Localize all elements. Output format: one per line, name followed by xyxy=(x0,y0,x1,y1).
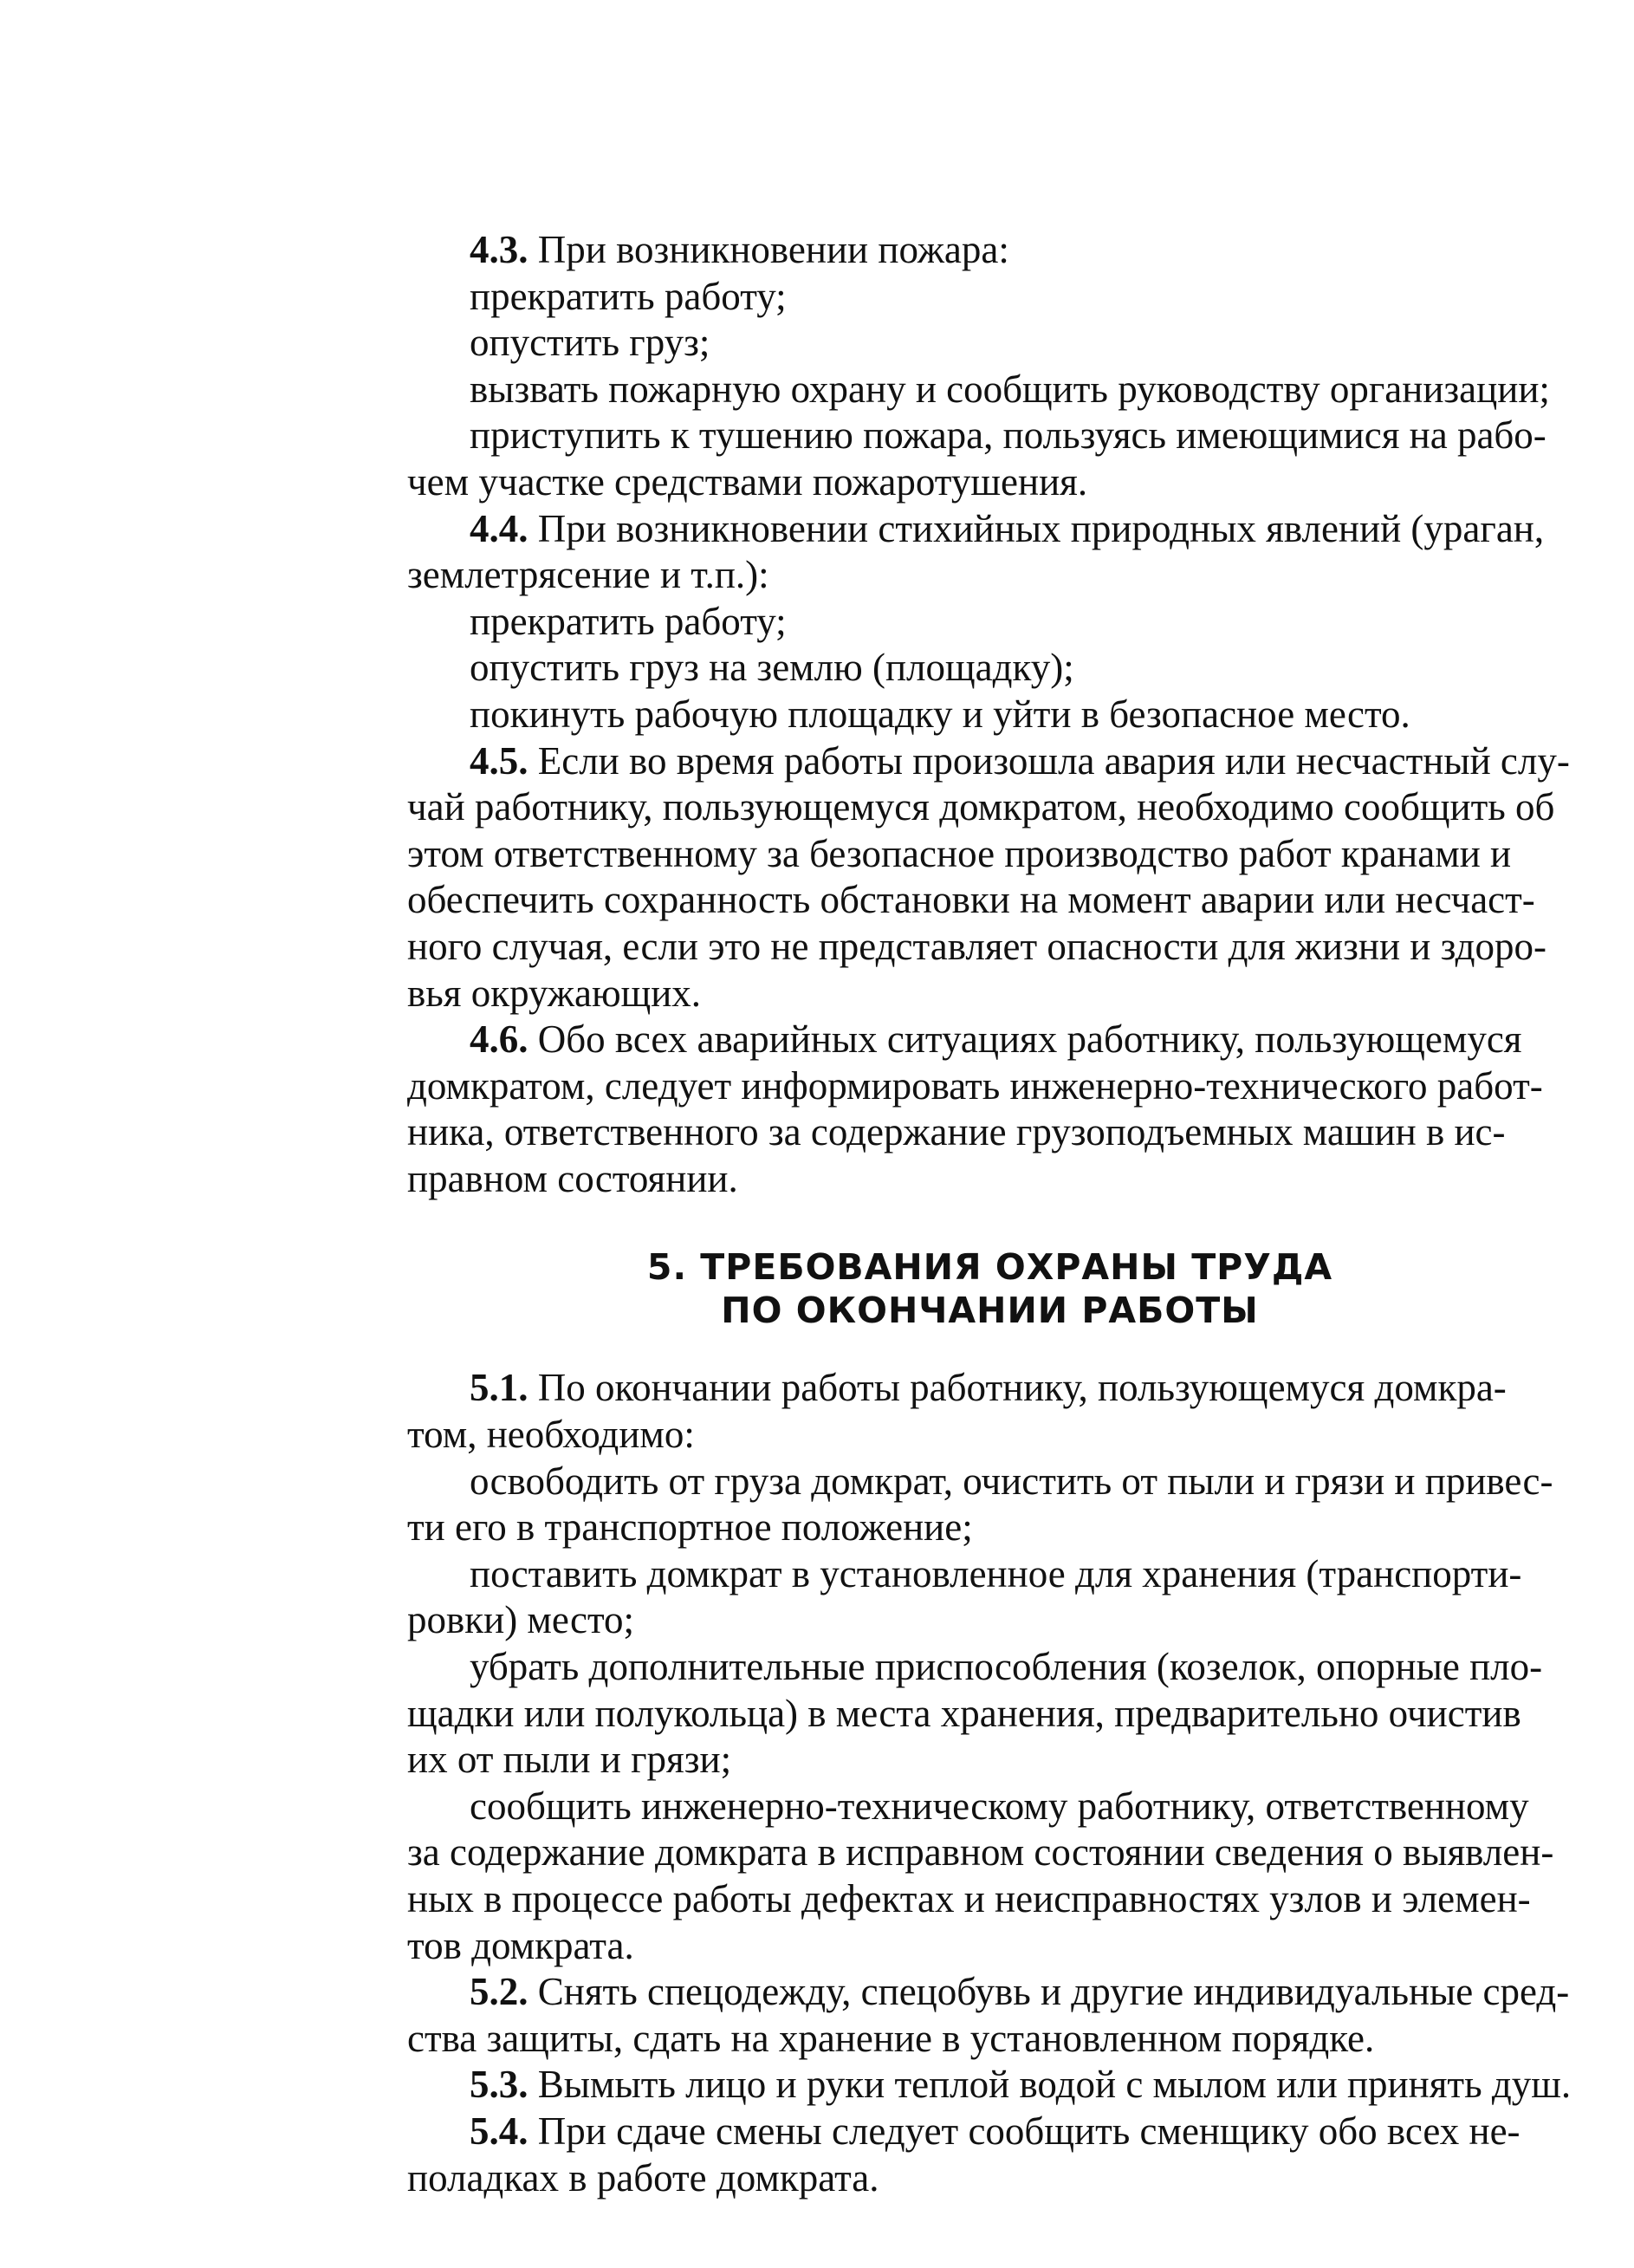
list-item: опустить груз; xyxy=(470,321,710,365)
paragraph-5-1 xyxy=(407,1365,1572,1458)
paragraph-text: Вымыть лицо и руки теплой водой с мылом или принять душ. xyxy=(528,2063,1572,2107)
paragraph-5-3 xyxy=(407,2062,1572,2109)
paragraph-text: Если во время работы произошла авария или несчастный слу- чай работнику, пользующемуся домкратом, необходимо сообщить об этом ответственному за безопасное производство работ кранами и обеспечить сохранность обстановки на момент аварии или несчаст- ного случая, если это не представляет опасности для жизни и здоро- вья окружающих. xyxy=(407,738,1570,1015)
list-item: убрать дополнительные приспособления (козелок, опорные пло- щадки или полукольца) в места хранения, предварительно очистив их от пыли и грязи; xyxy=(407,1645,1543,1782)
list-item: прекратить работу; xyxy=(470,599,787,643)
list-item: опустить груз на землю (площадку); xyxy=(470,646,1074,690)
section-heading-line: 5. ТРЕБОВАНИЯ ОХРАНЫ ТРУДА xyxy=(646,1246,1333,1289)
paragraph-4-4 xyxy=(407,506,1572,599)
paragraph-text: При сдаче смены следует сообщить сменщику обо всех не- поладках в работе домкрата. xyxy=(407,2109,1521,2200)
paragraph-4-6 xyxy=(407,1017,1572,1202)
paragraph-4-3 xyxy=(407,227,1572,274)
paragraph-5-4 xyxy=(407,2109,1572,2201)
paragraph-number: 4.3. xyxy=(470,228,528,271)
list-item: вызвать пожарную охрану и сообщить руководству организации; xyxy=(470,367,1550,411)
paragraph-number: 5.2. xyxy=(470,1970,528,2014)
list-item: освободить от груза домкрат, очистить от пыли и грязи и привес- ти его в транспортное положение; xyxy=(407,1459,1553,1550)
paragraph-text: Обо всех аварийных ситуациях работнику, пользующемуся домкратом, следует информировать инженерно-технического работ- ника, ответственного за содержание грузоподъемных машин в ис- правном состоянии. xyxy=(407,1017,1543,1200)
paragraph-number: 5.4. xyxy=(470,2109,528,2153)
list-item: поставить домкрат в установленное для хранения (транспорти- ровки) место; xyxy=(407,1551,1522,1642)
list-item: прекратить работу; xyxy=(470,274,787,318)
list-item: приступить к тушению пожара, пользуясь имеющимися на рабо- чем участке средствами пожаротушения. xyxy=(407,413,1546,504)
paragraph-number: 5.1. xyxy=(470,1366,528,1410)
paragraph-text: По окончании работы работнику, пользующемуся домкра- том, необходимо: xyxy=(407,1366,1507,1457)
paragraph-number: 4.4. xyxy=(470,506,528,550)
paragraph-number: 4.6. xyxy=(470,1017,528,1062)
section-heading-line: ПО ОКОНЧАНИИ РАБОТЫ xyxy=(721,1290,1259,1332)
paragraph-text: При возникновении пожара: xyxy=(528,228,1009,271)
paragraph-5-2 xyxy=(407,1969,1572,2062)
document-body xyxy=(407,227,1572,2201)
list-item: сообщить инженерно-техническому работнику, ответственному за содержание домкрата в исправном состоянии сведения о выявлен- ных в процессе работы дефектах и неисправностях узлов и элемен- тов домкрата. xyxy=(407,1784,1554,1967)
paragraph-text: Снять спецодежду, спецобувь и другие индивидуальные сред- ства защиты, сдать на хранение в установленном порядке. xyxy=(407,1970,1570,2060)
paragraph-4-5 xyxy=(407,738,1572,1017)
paragraph-number: 4.5. xyxy=(470,738,528,783)
section-heading xyxy=(407,1245,1572,1332)
paragraph-text: При возникновении стихийных природных явлений (ураган, землетрясение и т.п.): xyxy=(407,506,1545,597)
list-item: покинуть рабочую площадку и уйти в безопасное место. xyxy=(470,692,1410,736)
paragraph-number: 5.3. xyxy=(470,2063,528,2107)
